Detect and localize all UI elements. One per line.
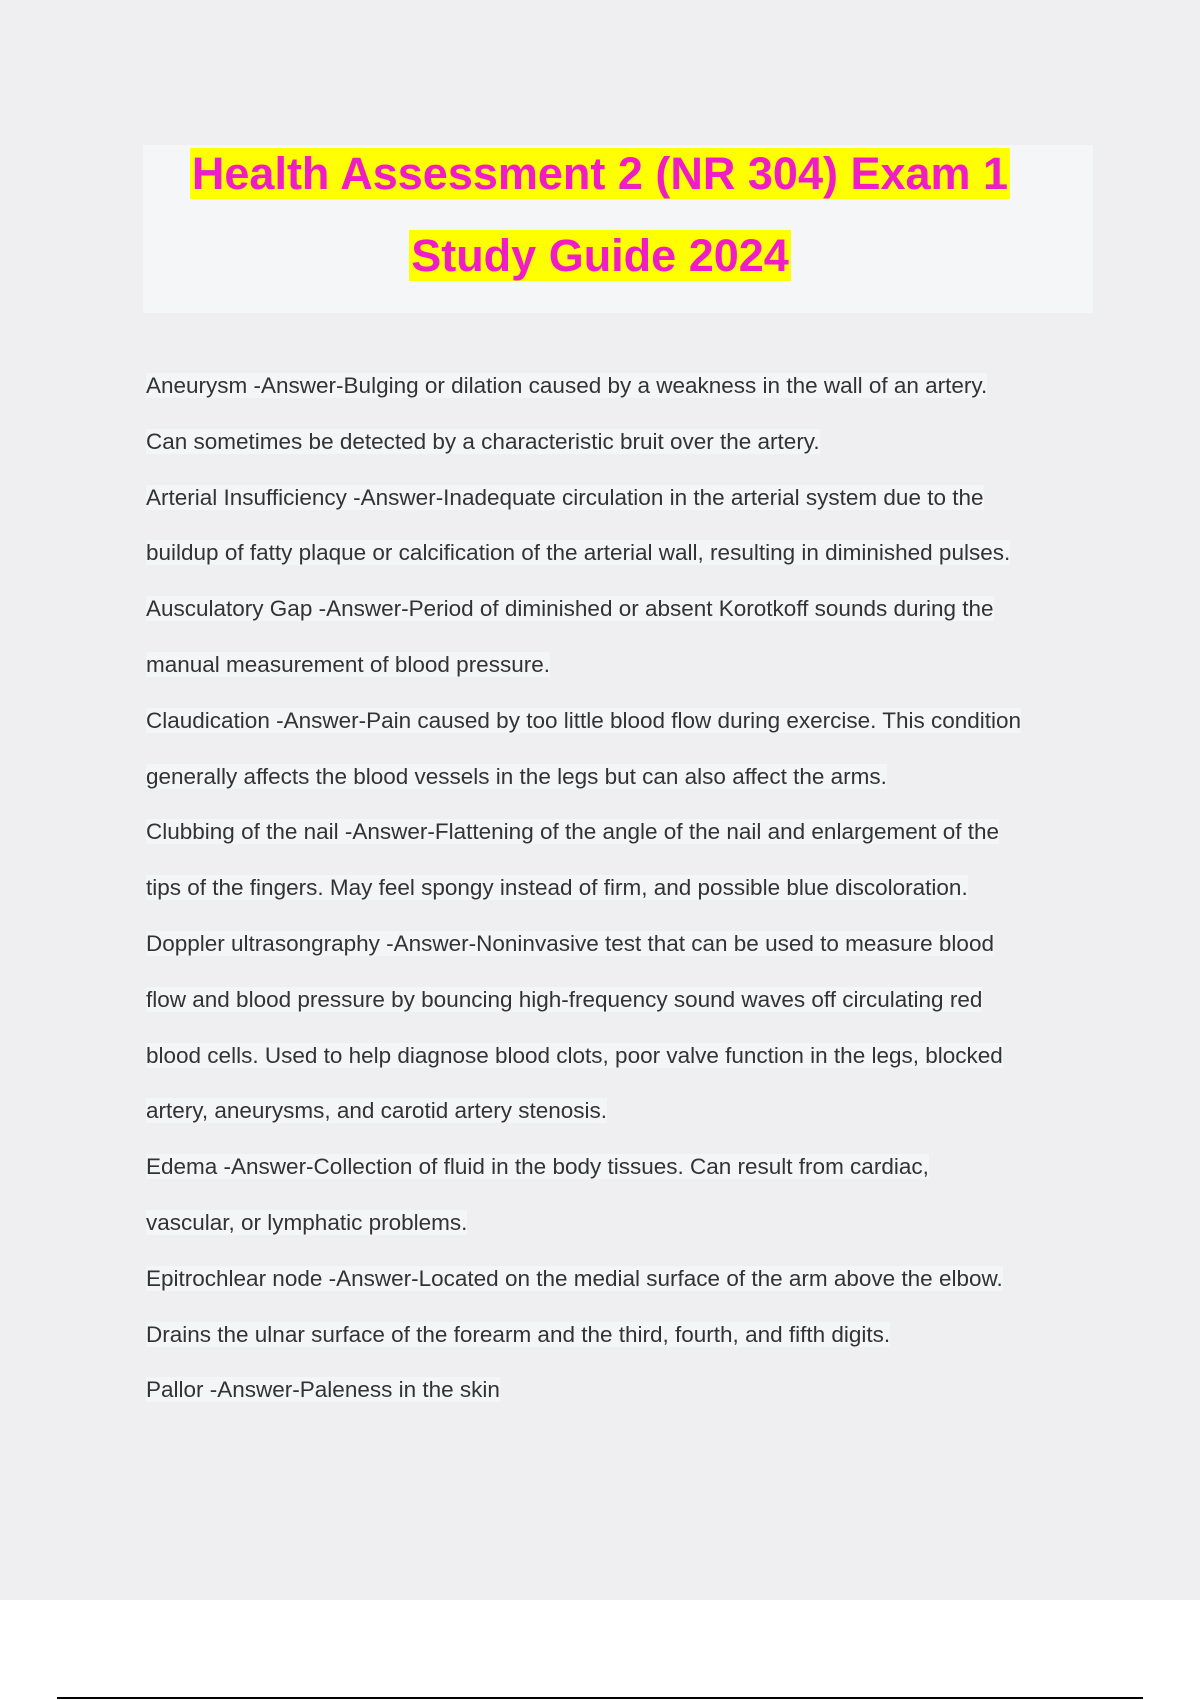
- entry-line-text: Ausculatory Gap -Answer-Period of diminished or absent Korotkoff sounds during the: [146, 596, 994, 622]
- glossary-entry: [146, 581, 1096, 693]
- entry-line-text: manual measurement of blood pressure.: [146, 651, 550, 677]
- glossary-entry: [146, 804, 1096, 916]
- entry-line-text: flow and blood pressure by bouncing high-frequency sound waves off circulating red: [146, 986, 983, 1012]
- entry-line-text: blood cells. Used to help diagnose blood clots, poor valve function in the legs, blocked: [146, 1042, 1003, 1068]
- entry-line-text: Can sometimes be detected by a characteristic bruit over the artery.: [146, 428, 820, 454]
- entry-line-text: vascular, or lymphatic problems.: [146, 1209, 468, 1235]
- glossary-entry: [146, 1251, 1096, 1363]
- glossary-entry: [146, 916, 1096, 1139]
- entry-line-text: Aneurysm -Answer-Bulging or dilation caused by a weakness in the wall of an artery.: [146, 373, 988, 398]
- entry-line-text: Drains the ulnar surface of the forearm and the third, fourth, and fifth digits.: [146, 1321, 891, 1347]
- entry-line-text: Edema -Answer-Collection of fluid in the body tissues. Can result from cardiac,: [146, 1154, 929, 1180]
- glossary-entry: [146, 470, 1096, 582]
- entry-line-text: Pallor -Answer-Paleness in the skin: [146, 1377, 500, 1403]
- entry-line-text: Claudication -Answer-Pain caused by too little blood flow during exercise. This condition: [146, 707, 1022, 733]
- entry-line: [146, 581, 1096, 637]
- glossary-entry: [146, 1139, 1096, 1251]
- entry-line: [146, 1139, 1096, 1195]
- entry-line-text: generally affects the blood vessels in the legs but can also affect the arms.: [146, 763, 887, 789]
- entry-line-text: Arterial Insufficiency -Answer-Inadequate circulation in the arterial system due to the: [146, 484, 984, 510]
- entry-line-text: Clubbing of the nail -Answer-Flattening of the angle of the nail and enlargement of the: [146, 819, 1000, 845]
- entry-line: [146, 1307, 1096, 1363]
- footer-divider: [57, 1697, 1143, 1699]
- entry-line: [146, 1028, 1096, 1084]
- title-highlight-1: Health Assessment 2 (NR 304) Exam 1: [191, 148, 1009, 199]
- entry-line: [146, 1195, 1096, 1251]
- page-title-line-1: [0, 147, 1200, 201]
- entry-line: [146, 1251, 1096, 1307]
- entry-line: [146, 525, 1096, 581]
- entry-line: [146, 358, 1096, 414]
- study-guide-entries: [146, 358, 1096, 1418]
- glossary-entry: [146, 1362, 1096, 1418]
- title-highlight-2: Study Guide 2024: [411, 230, 789, 281]
- entry-line-text: Epitrochlear node -Answer-Located on the medial surface of the arm above the elbow.: [146, 1265, 1003, 1291]
- page-title-line-2: [0, 229, 1200, 283]
- entry-line: [146, 693, 1096, 749]
- glossary-entry: [146, 358, 1096, 470]
- entry-line: [146, 749, 1096, 805]
- entry-line-text: buildup of fatty plaque or calcification of the arterial wall, resulting in diminished pulses.: [146, 540, 1011, 566]
- glossary-entry: [146, 693, 1096, 805]
- entry-line-text: artery, aneurysms, and carotid artery stenosis.: [146, 1098, 608, 1124]
- entry-line: [146, 1362, 1096, 1418]
- entry-line: [146, 470, 1096, 526]
- entry-line: [146, 860, 1096, 916]
- entry-line-text: tips of the fingers. May feel spongy instead of firm, and possible blue discoloration.: [146, 875, 968, 901]
- entry-line: [146, 1083, 1096, 1139]
- entry-line: [146, 916, 1096, 972]
- entry-line: [146, 972, 1096, 1028]
- entry-line: [146, 637, 1096, 693]
- entry-line: [146, 414, 1096, 470]
- entry-line: [146, 804, 1096, 860]
- entry-line-text: Doppler ultrasongraphy -Answer-Noninvasive test that can be used to measure blood: [146, 930, 994, 956]
